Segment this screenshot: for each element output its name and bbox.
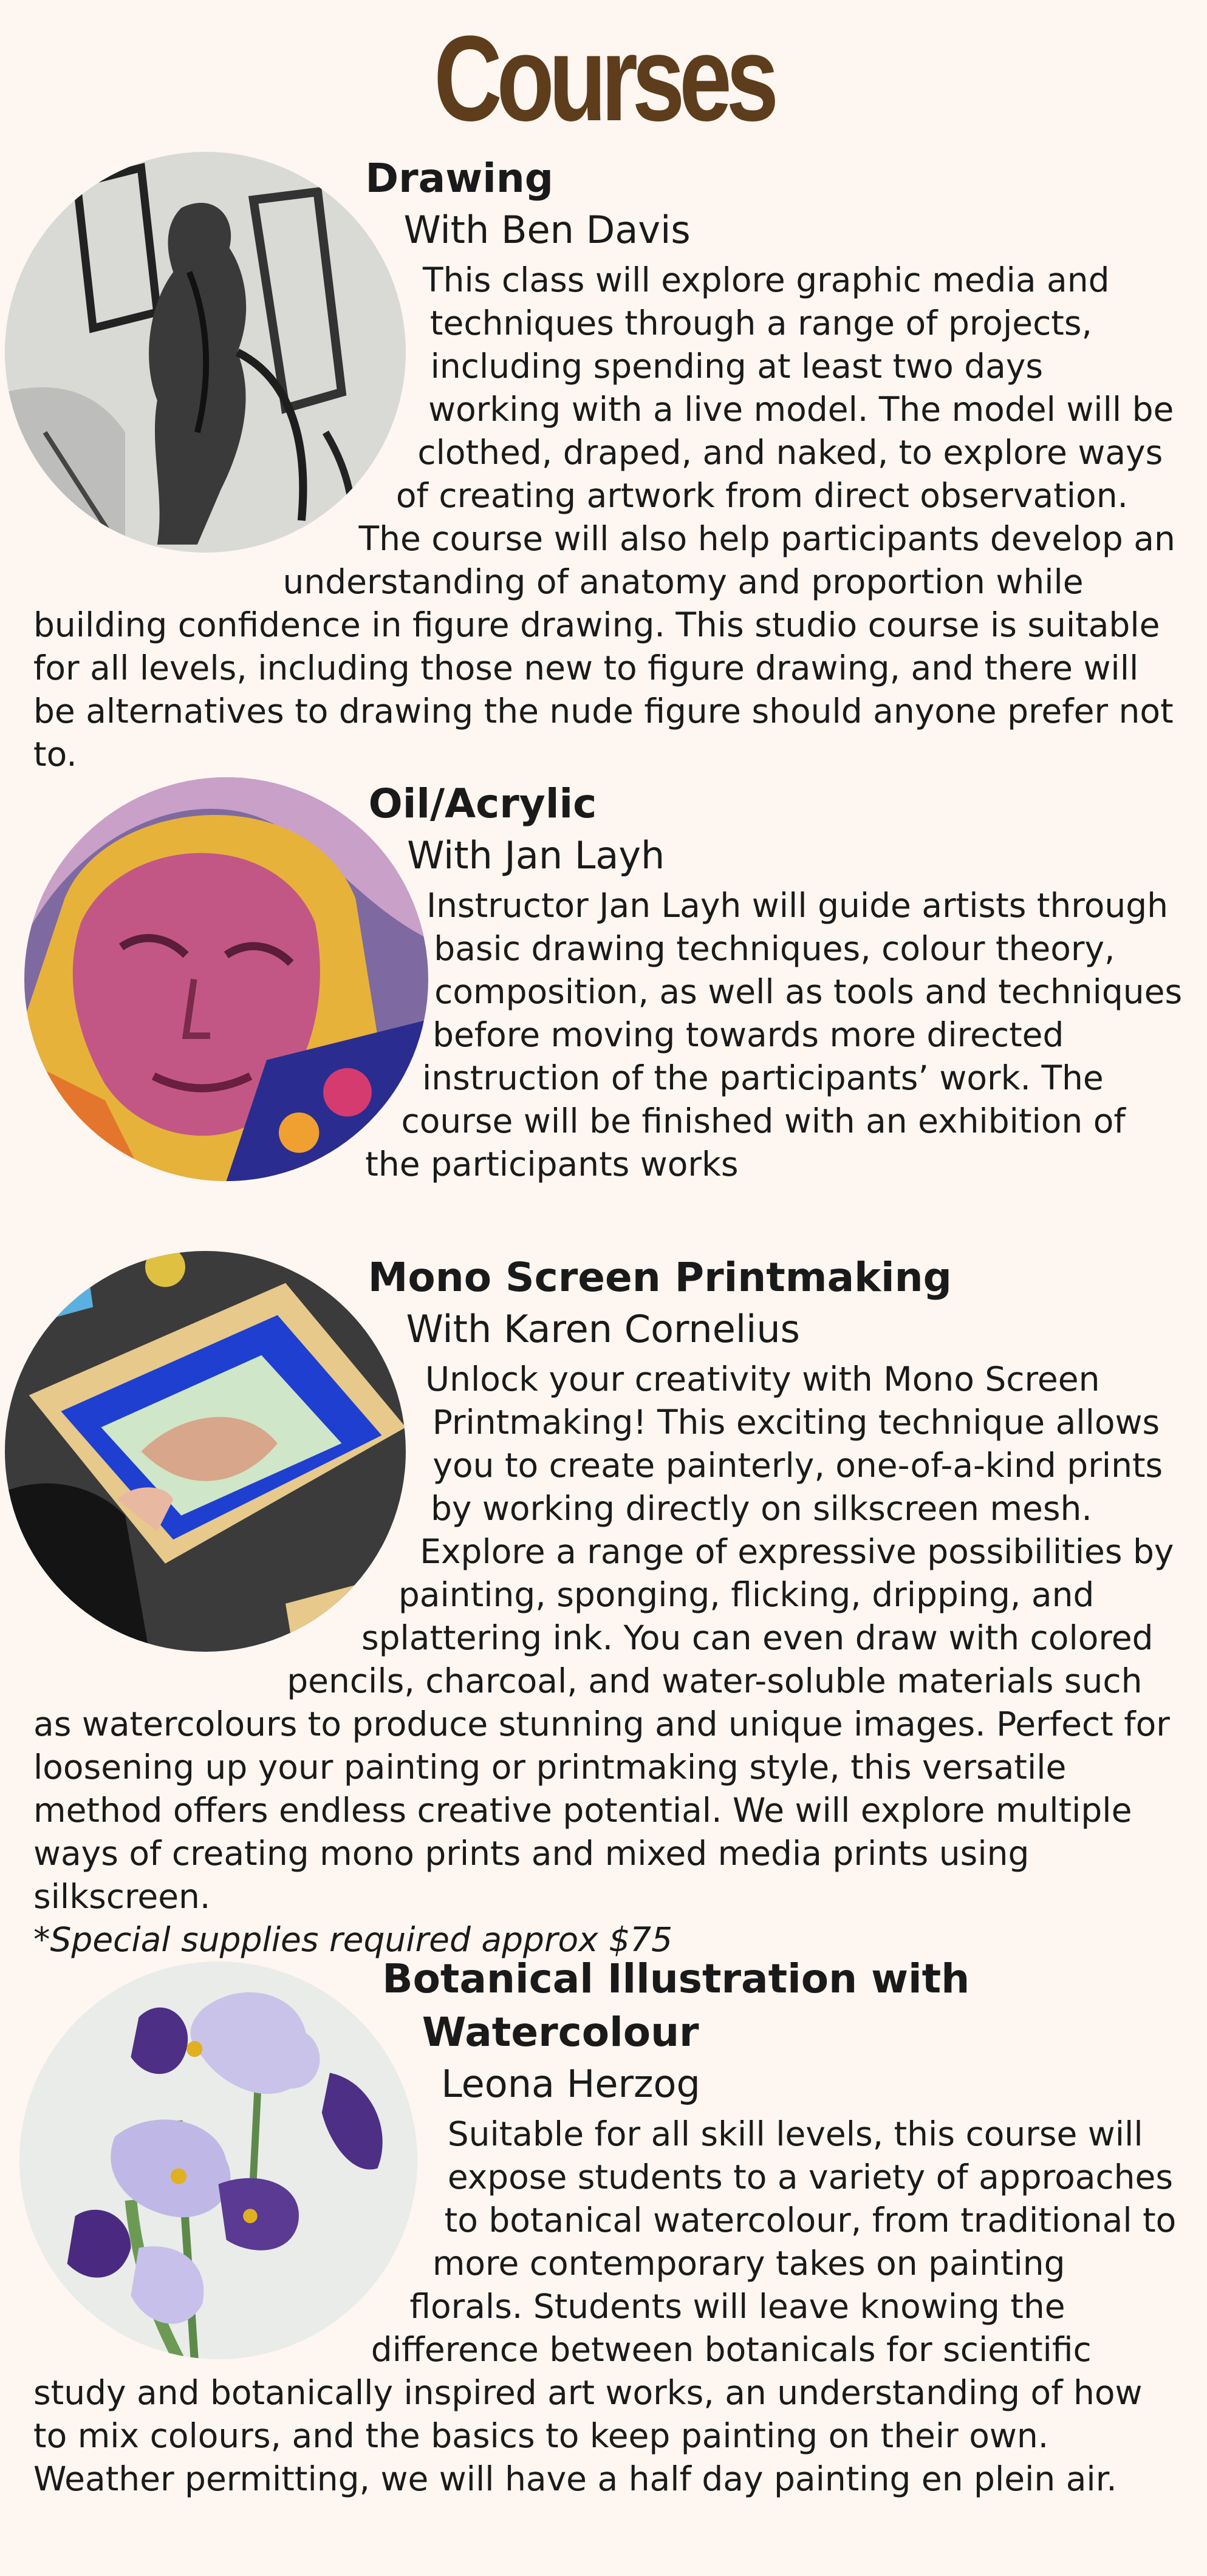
course-name: Oil/Acrylic xyxy=(368,780,597,827)
course-description: This class will explore graphic media and techniques through a range of projects, including spending at least two days working with a live model. The model will be clothed, draped, and naked, to explore ways of creating artwork from direct observation. The course will also help participants develop an understanding of anatomy and proportion while building confidence in figure drawing. This studio course is suitable for all levels, including those new to figure drawing, and there will be alternatives to drawing the nude figure should anyone prefer not to. xyxy=(33,261,1175,774)
course-drawing xyxy=(0,152,1207,776)
course-botanical-illustration xyxy=(0,1952,1207,2501)
supplies-note-text: Special supplies required approx $75 xyxy=(50,1920,673,1959)
course-name: Mono Screen Printmaking xyxy=(368,1254,952,1301)
course-description-text: Unlock your creativity with Mono Screen Printmaking! This exciting technique allows you to create painterly, one-of-a-kind prints by working directly on silkscreen mesh. Explore a range of expressive possibilities by painting, sponging, flicking, dripping, and splattering ink. You can even draw with colored pencils, charcoal, and water-soluble materials such as watercolours to produce stunning and unique images. Perfect for loosening up your painting or printmaking style, this versatile method offers endless creative potential. We will explore multiple ways of creating mono prints and mixed media prints using silkscreen. xyxy=(33,1360,1174,1916)
drawing-artwork-image xyxy=(5,152,406,553)
course-oil-acrylic xyxy=(0,777,1207,1193)
course-instructor: Leona Herzog xyxy=(441,2062,700,2106)
oil-acrylic-artwork-image xyxy=(24,777,428,1181)
course-instructor: With Jan Layh xyxy=(407,833,665,877)
page-title: Courses xyxy=(434,11,773,146)
botanical-artwork-image xyxy=(19,1961,417,2359)
printmaking-artwork-image xyxy=(5,1251,406,1652)
course-mono-screen-printmaking xyxy=(0,1251,1207,1961)
course-name: Botanical Illustration with Watercolour xyxy=(382,1955,970,2056)
supplies-note-star: * xyxy=(33,1920,50,1959)
course-instructor: With Ben Davis xyxy=(403,208,691,252)
course-description: Suitable for all skill levels, this course will expose students to a variety of approaches to botanical watercolour, from traditional to more contemporary takes on painting florals. Students will leave knowing the difference between botanicals for scientific study and botanically inspired art works, an understanding of how to mix colours, and the basics to keep painting on their own. Weather permitting, we will have a half day painting en plein air. xyxy=(33,2114,1177,2498)
course-description: Instructor Jan Layh will guide artists through basic drawing techniques, colour theory, composition, as well as tools and techniques before moving towards more directed instruction of the participants’ work. The course will be finished with an exhibition of the participants works xyxy=(365,886,1183,1184)
course-name: Drawing xyxy=(365,155,554,202)
course-instructor: With Karen Cornelius xyxy=(406,1307,800,1351)
